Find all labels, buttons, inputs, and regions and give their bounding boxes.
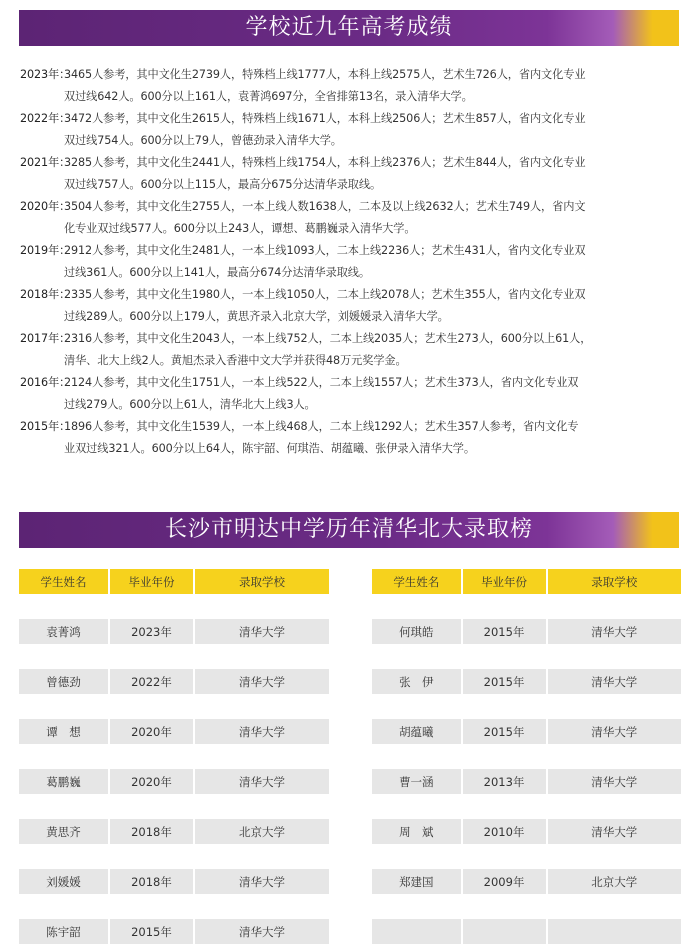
table-row [372, 719, 681, 744]
student-name: 周 斌 [372, 819, 462, 844]
graduation-year: 2015年 [462, 669, 547, 694]
result-text-line2: 过线361人。600分以上141人，最高分674分达清华录取线。 [64, 266, 370, 279]
student-name: 张 伊 [372, 669, 462, 694]
graduation-year: 2010年 [462, 819, 547, 844]
table-row [19, 669, 329, 694]
student-name: 何琪皓 [372, 619, 462, 644]
student-name: 郑建国 [372, 869, 462, 894]
admissions-table-right [372, 569, 681, 944]
result-2016 [20, 372, 685, 416]
table-row [19, 869, 329, 894]
admitted-school: 清华大学 [194, 869, 329, 894]
result-2020 [20, 196, 685, 240]
admitted-school: 清华大学 [194, 619, 329, 644]
result-text-line1: 3465人参考，其中文化生2739人，特殊档上线1777人，本科上线2575人，艺术生726人，省内文化专业 [64, 68, 586, 81]
result-text-line2: 双过线754人。600分以上79人，曾德劲录入清华大学。 [64, 134, 342, 147]
result-text-line1: 2912人参考，其中文化生2481人，一本上线1093人，二本上线2236人；艺术生431人，省内文化专业双 [64, 244, 586, 257]
admitted-school: 北京大学 [194, 819, 329, 844]
result-year: 2017年： [20, 332, 71, 345]
admissions-table-left [19, 569, 329, 944]
student-name: 葛鹏巍 [19, 769, 109, 794]
admitted-school: 北京大学 [547, 869, 682, 894]
graduation-year: 2015年 [109, 919, 194, 944]
result-2023 [20, 64, 685, 108]
result-2021 [20, 152, 685, 196]
result-2017 [20, 328, 685, 372]
header-student-name: 学生姓名 [372, 569, 462, 594]
result-text-line2: 过线279人。600分以上61人，清华北大上线3人。 [64, 398, 316, 411]
header-graduation-year: 毕业年份 [109, 569, 194, 594]
student-name [372, 919, 462, 944]
table-row [19, 619, 329, 644]
table-row [19, 919, 329, 944]
student-name: 黄思齐 [19, 819, 109, 844]
admitted-school [547, 919, 682, 944]
result-year: 2022年： [20, 112, 71, 125]
result-text-line2: 双过线757人。600分以上115人，最高分675分达清华录取线。 [64, 178, 382, 191]
admitted-school: 清华大学 [547, 819, 682, 844]
table-row [372, 619, 681, 644]
header-student-name: 学生姓名 [19, 569, 109, 594]
graduation-year: 2009年 [462, 869, 547, 894]
result-text-line1: 2124人参考，其中文化生1751人，一本上线522人，二本上线1557人；艺术生373人，省内文化专业双 [64, 376, 579, 389]
result-year: 2023年： [20, 68, 71, 81]
result-text-line2: 化专业双过线577人。600分以上243人，谭想、葛鹏巍录入清华大学。 [64, 222, 416, 235]
table-row [372, 669, 681, 694]
result-text-line1: 2316人参考，其中文化生2043人，一本上线752人，二本上线2035人；艺术生273人，600分以上61人， [64, 332, 592, 345]
header-graduation-year: 毕业年份 [462, 569, 547, 594]
result-text-line1: 2335人参考，其中文化生1980人，一本上线1050人，二本上线2078人；艺术生355人，省内文化专业双 [64, 288, 586, 301]
result-2015 [20, 416, 685, 460]
student-name: 刘媛媛 [19, 869, 109, 894]
student-name: 胡蕴曦 [372, 719, 462, 744]
graduation-year: 2015年 [462, 619, 547, 644]
result-text-line2: 清华、北大上线2人。黄旭杰录入香港中文大学并获得48万元奖学金。 [64, 354, 407, 367]
result-text-line1: 3472人参考，其中文化生2615人，特殊档上线1671人，本科上线2506人；艺术生857人，省内文化专业 [64, 112, 586, 125]
admitted-school: 清华大学 [547, 619, 682, 644]
table-header-row [372, 569, 681, 594]
exam-results-list [20, 64, 685, 460]
admitted-school: 清华大学 [547, 769, 682, 794]
header-admitted-school: 录取学校 [194, 569, 329, 594]
result-text-line1: 3504人参考，其中文化生2755人，一本上线人数1638人，二本及以上线2632人；艺术生749人，省内文 [64, 200, 586, 213]
table-row [19, 819, 329, 844]
table-row [372, 819, 681, 844]
table-row [372, 769, 681, 794]
result-year: 2019年： [20, 244, 71, 257]
table-row-empty [372, 919, 681, 944]
graduation-year: 2020年 [109, 719, 194, 744]
graduation-year: 2020年 [109, 769, 194, 794]
graduation-year: 2018年 [109, 869, 194, 894]
student-name: 陈宇韶 [19, 919, 109, 944]
admitted-school: 清华大学 [194, 669, 329, 694]
graduation-year: 2018年 [109, 819, 194, 844]
result-2022 [20, 108, 685, 152]
result-text-line2: 双过线642人。600分以上161人，袁菁鸿697分，全省排第13名，录入清华大学。 [64, 90, 473, 103]
student-name: 谭 想 [19, 719, 109, 744]
table-row [372, 869, 681, 894]
admitted-school: 清华大学 [194, 919, 329, 944]
result-2018 [20, 284, 685, 328]
section-title-exam-results: 学校近九年高考成绩 [19, 10, 679, 46]
result-text-line1: 1896人参考，其中文化生1539人，一本上线468人，二本上线1292人；艺术生357人参考，省内文化专 [64, 420, 579, 433]
table-row [19, 719, 329, 744]
admitted-school: 清华大学 [547, 669, 682, 694]
admitted-school: 清华大学 [194, 769, 329, 794]
result-year: 2018年： [20, 288, 71, 301]
result-text-line2: 业双过线321人。600分以上64人，陈宇韶、何琪浩、胡蕴曦、张伊录入清华大学。 [64, 442, 475, 455]
graduation-year: 2013年 [462, 769, 547, 794]
result-2019 [20, 240, 685, 284]
student-name: 曹一涵 [372, 769, 462, 794]
admitted-school: 清华大学 [547, 719, 682, 744]
result-year: 2021年： [20, 156, 71, 169]
result-year: 2016年： [20, 376, 71, 389]
result-text-line2: 过线289人。600分以上179人，黄思齐录入北京大学，刘媛媛录入清华大学。 [64, 310, 449, 323]
result-year: 2015年： [20, 420, 71, 433]
graduation-year: 2023年 [109, 619, 194, 644]
student-name: 袁菁鸿 [19, 619, 109, 644]
graduation-year: 2015年 [462, 719, 547, 744]
result-text-line1: 3285人参考，其中文化生2441人，特殊档上线1754人，本科上线2376人；艺术生844人，省内文化专业 [64, 156, 586, 169]
result-year: 2020年： [20, 200, 71, 213]
admitted-school: 清华大学 [194, 719, 329, 744]
table-row [19, 769, 329, 794]
section-title-admissions-roll: 长沙市明达中学历年清华北大录取榜 [19, 512, 679, 548]
student-name: 曾德劲 [19, 669, 109, 694]
table-header-row [19, 569, 329, 594]
graduation-year [462, 919, 547, 944]
graduation-year: 2022年 [109, 669, 194, 694]
header-admitted-school: 录取学校 [547, 569, 682, 594]
